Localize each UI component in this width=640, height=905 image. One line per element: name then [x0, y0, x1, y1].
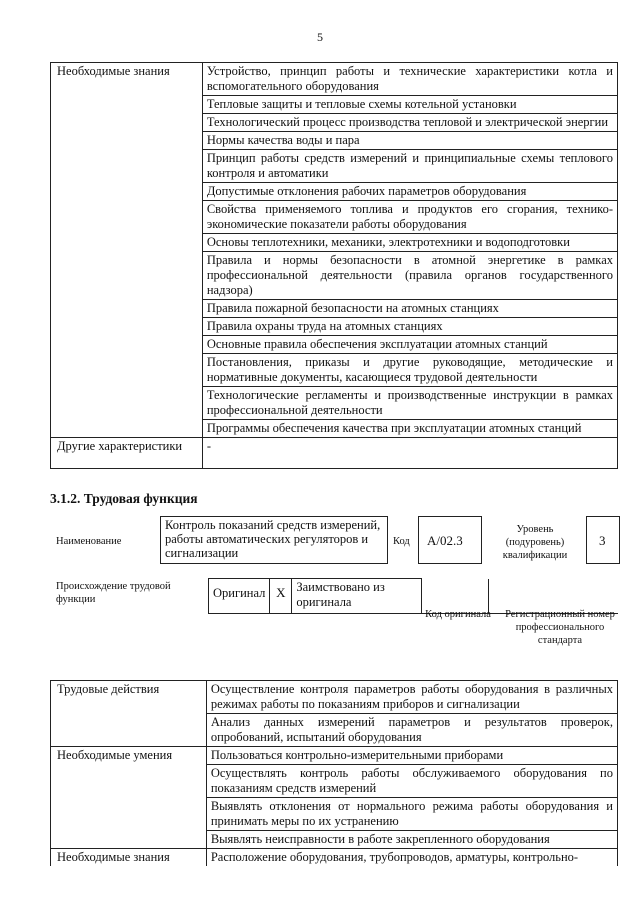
- action-item: Анализ данных измерений параметров и результатов проверок, опробований, испытаний оборудования: [206, 714, 617, 747]
- knowledge-item: Правила охраны труда на атомных станциях: [202, 318, 617, 336]
- level-label: Уровень (подуровень) квалификации: [502, 524, 568, 561]
- knowledge-item: Основы теплотехники, механики, электротехники и водоподготовки: [202, 234, 617, 252]
- knowledge-label-2: Необходимые знания: [51, 849, 207, 867]
- other-characteristics-label: Другие характеристики: [51, 438, 203, 469]
- knowledge-item: Правила пожарной безопасности на атомных станциях: [202, 300, 617, 318]
- skill-item: Выявлять неисправности в работе закрепленного оборудования: [206, 831, 617, 849]
- knowledge-item: Постановления, приказы и другие руководящие, методические и нормативные документы, касающиеся трудовой деятельности: [202, 354, 617, 387]
- section-title: 3.1.2. Трудовая функция: [50, 491, 198, 506]
- skill-item: Пользоваться контрольно-измерительными приборами: [206, 747, 617, 765]
- code-box: [418, 516, 482, 564]
- labor-table: [50, 680, 618, 866]
- knowledge-item: Тепловые защиты и тепловые схемы котельной установки: [202, 96, 617, 114]
- knowledge-item: Основные правила обеспечения эксплуатации атомных станций: [202, 336, 617, 354]
- knowledge-item: Технологические регламенты и производственные инструкции в рамках профессиональной деятельности: [202, 387, 617, 420]
- action-item: Осуществление контроля параметров работы оборудования в различных режимах работы по показаниям приборов и сигнализации: [206, 681, 617, 714]
- code-value: А/02.3: [427, 533, 463, 548]
- actions-label: Трудовые действия: [51, 681, 207, 747]
- page-number: 5: [317, 30, 323, 44]
- knowledge-item: Нормы качества воды и пара: [202, 132, 617, 150]
- knowledge-item: Технологический процесс производства тепловой и электрической энергии: [202, 114, 617, 132]
- knowledge-label: Необходимые знания: [51, 63, 203, 438]
- level-value: 3: [599, 533, 606, 548]
- knowledge-item: Принцип работы средств измерений и принципиальные схемы теплового контроля и автоматики: [202, 150, 617, 183]
- skills-label: Необходимые умения: [51, 747, 207, 849]
- skill-item: Выявлять отклонения от нормального режима работы оборудования и принимать меры по их устранению: [206, 798, 617, 831]
- origin-label: Происхождение трудовой функции: [56, 581, 171, 605]
- name-label: Наименование: [56, 536, 122, 547]
- reg-caption: Регистрационный номер профессионального стандарта: [505, 609, 615, 646]
- borrowed-label: Заимствовано из оригинала: [292, 579, 422, 614]
- other-characteristics-value: -: [202, 438, 617, 469]
- function-name-box: [160, 516, 388, 564]
- original-mark: X: [270, 579, 292, 614]
- knowledge-item: Свойства применяемого топлива и продуктов его сгорания, технико-экономические показатели работы оборудования: [202, 201, 617, 234]
- knowledge-item: Правила и нормы безопасности в атомной энергетике в рамках профессиональной деятельности (правила органов государственного надзора): [202, 252, 617, 300]
- knowledge-table: [50, 62, 618, 469]
- skill-item: Осуществлять контроль работы обслуживаемого оборудования по показаниям средств измерений: [206, 765, 617, 798]
- knowledge-item-2: Расположение оборудования, трубопроводов, арматуры, контрольно-: [206, 849, 617, 867]
- code-caption: Код оригинала: [425, 609, 491, 620]
- code-label: Код: [393, 536, 410, 547]
- function-name-value: Контроль показаний средств измерений, работы автоматических регуляторов и сигнализации: [165, 518, 381, 560]
- level-box: [586, 516, 620, 564]
- original-label: Оригинал: [209, 579, 270, 614]
- knowledge-item: Допустимые отклонения рабочих параметров оборудования: [202, 183, 617, 201]
- knowledge-item: Устройство, принцип работы и технические характеристики котла и вспомогательного оборудования: [202, 63, 617, 96]
- knowledge-item: Программы обеспечения качества при эксплуатации атомных станций: [202, 420, 617, 438]
